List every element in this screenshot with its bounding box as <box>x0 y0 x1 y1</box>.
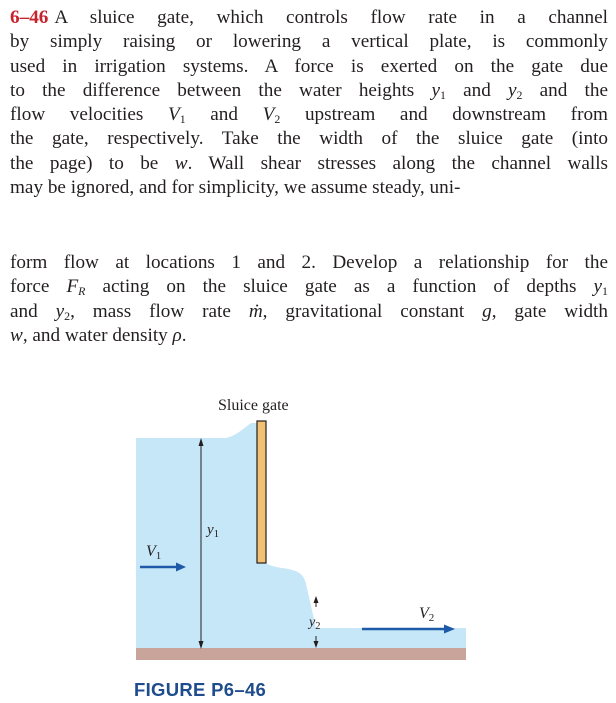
sluice-gate-figure <box>0 380 616 703</box>
upstream-water <box>136 423 466 650</box>
problem-number: 6–46 <box>10 7 49 28</box>
sluice-gate-label: Sluice gate <box>218 397 289 414</box>
v2-label: V2 <box>419 605 435 624</box>
text-line: used in irrigation systems. A force is exerted on the gate due <box>10 55 608 77</box>
text-line: force $F_R$ acting on the sluice gate as a function of depths $y_1$ <box>10 276 608 299</box>
text-line: 6–46 A sluice gate, which controls flow rate in a channel <box>10 7 608 28</box>
channel-bed <box>136 648 466 660</box>
text-line: may be ignored, and for simplicity, we assume steady, uni- <box>10 177 461 199</box>
problem-paragraph-2 <box>10 251 608 348</box>
text-line: form flow at locations 1 and 2. Develop a relationship for the <box>10 252 608 273</box>
sluice-gate-plate <box>257 421 266 563</box>
figure-caption: FIGURE P6–46 <box>134 679 267 700</box>
text-line: the page) to be w. Wall shear stresses along the channel walls <box>10 152 608 174</box>
v1-label: V1 <box>146 543 162 562</box>
y1-label: $y_1$ <box>207 522 220 540</box>
text-line: and $y_2$, mass flow rate ṁ, gravitational constant g, gate width <box>10 300 608 323</box>
text-line: w, and water density ρ. <box>10 324 187 346</box>
text-line: to the difference between the water heights $y_1$ and $y_2$ and the <box>10 79 608 102</box>
y2-label: $y_2$ <box>309 615 321 632</box>
text-line: the gate, respectively. Take the width of the sluice gate (into <box>10 128 608 150</box>
text-line: flow velocities $V_1$ and $V_2$ upstream and downstream from <box>10 104 608 127</box>
text-line: by simply raising or lowering a vertical plate, is commonly <box>10 31 608 53</box>
problem-paragraph-1 <box>10 6 608 200</box>
